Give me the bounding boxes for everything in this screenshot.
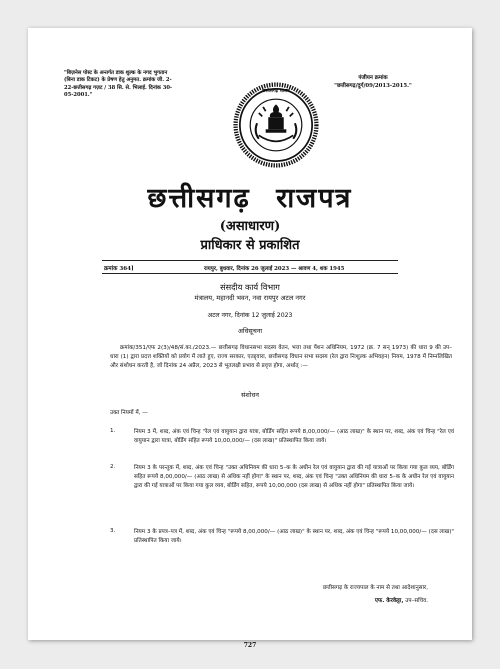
- issue-date: अटल नगर, दिनांक 12 जुलाई 2023: [207, 312, 293, 319]
- signatory-name: एफ. केरकेट्टा,: [374, 598, 404, 604]
- authority-label: प्राधिकार से प्रकाशित: [200, 238, 300, 253]
- issue-number: क्रमांक 364]: [104, 266, 134, 272]
- amendment-lead: उक्त नियमों में, —: [110, 410, 148, 416]
- postal-permission-note: "बिज़नेस पोस्ट के अन्तर्गत डाक शुल्क के नगद भुगतान (बिना डाक टिकट) के प्रेषण हेतु अनुमत. क्रमांक जी. 2-22-छत्तीसगढ़ गज़ट / 38 सि. से. भिलाई. दिनांक 30-05-2001.": [64, 70, 173, 99]
- dateline: रायपुर, बुधवार, दिनांक 26 जुलाई 2023 — श्रावण 4, शक 1945: [204, 266, 345, 272]
- signatory-title: उप–सचिव.: [405, 598, 428, 604]
- amendment-number: 2.: [110, 464, 116, 470]
- top-rule: [102, 260, 398, 261]
- registration-label: पंजीयन क्रमांक: [358, 75, 388, 81]
- extraordinary-label: (असाधारण): [219, 219, 281, 234]
- amendment-text: नियम 3 के परन्तुक में, शब्द, अंक एवं चिन्ह "उक्त अधिनियम की धारा 5–क के अधीन रेल एवं वायुयान द्वारा की गई यात्राओं पर किया गया कुल व्यय, बोर्डिंग सहित रूपये 8,00,000/— (आठ लाख) से अधिक नहीं होगा" के स्थान पर, शब्द, अंक एवं चिन्ह "उक्त अधिनियम की धारा 5–क के अधीन रेल एवं वायुयान द्वारा की गई यात्राओं पर किया गया कुल व्यय, बोर्डिंग सहित, रूपये 10,00,000 (दस लाख) से अधिक नहीं होगा" प्रतिस्थापित किया जाये।: [134, 465, 454, 490]
- gazette-title: छत्तीसगढ़ राजपत्र: [147, 183, 353, 214]
- gazette-page: [28, 28, 472, 649]
- state-seal-emblem: [233, 82, 319, 168]
- amendment-number: 3.: [110, 528, 116, 534]
- notification-body: क्रमांक/351/एफ 2(3)/48/सं.का./2023.— छत्तीसगढ़ विधानसभा सदस्य वेतन, भत्ता तथा पेंशन अधिनियम, 1972 (क्र. 7 सन् 1973) की धारा 9 की उप–धारा (1) द्वारा प्रदत्त शक्तियों को प्रयोग में लाते हुए, राज्य सरकार, एतद्द्वारा, छत्तीसगढ़ विधान सभा सदस्य (रेल द्वारा निःशुल्क अभिवहन) नियम, 1978 में निम्नलिखित और संशोधन करती है, जो दिनांक 24 अप्रैल, 2023 से भूतलक्षी प्रभाव से प्रवृत्त होगा, अर्थात् :—: [110, 345, 452, 370]
- department-address: मंत्रालय, महानदी भवन, नवा रायपुर अटल नगर: [194, 294, 306, 302]
- amendment-number: 1.: [110, 428, 116, 434]
- signatory: [375, 596, 428, 604]
- notification-heading: अधिसूचना: [237, 327, 263, 335]
- amendment-heading: संशोधन: [241, 391, 259, 399]
- amendment-text: नियम 3 के प्रपत्र–पत्र में, शब्द, अंक एवं चिन्ह "रूपये 8,00,000/— (आठ लाख)" के स्थान पर, शब्द, अंक एवं चिन्ह "रूपये 10,00,000/— (दस लाख)" प्रतिस्थापित किया जाये।: [134, 529, 454, 545]
- bottom-rule: [102, 273, 398, 274]
- registration-block: [318, 74, 428, 90]
- seal-text: छत्तीसगढ़ शासन: [262, 89, 290, 94]
- page-number: 727: [243, 642, 257, 649]
- registration-number: "छत्तीसगढ़/दुर्ग/09/2013-2015.": [334, 83, 412, 89]
- signature-authority-line: छत्तीसगढ़ के राज्यपाल के नाम से तथा आदेशानुसार,: [322, 585, 428, 591]
- amendment-text: नियम 3 में, शब्द, अंक एवं चिन्ह "रेल एवं वायुयान द्वारा यात्रा, बोर्डिंग सहित रूपये 8,00,000/— (आठ लाख)" के स्थान पर, शब्द, अंक एवं चिन्ह "रेल एवं वायुयान द्वारा यात्रा, बोर्डिंग सहित रूपये 10,00,000/— (दस लाख)" प्रतिस्थापित किया जाये।: [134, 429, 454, 445]
- department-name: संसदीय कार्य विभाग: [220, 282, 280, 292]
